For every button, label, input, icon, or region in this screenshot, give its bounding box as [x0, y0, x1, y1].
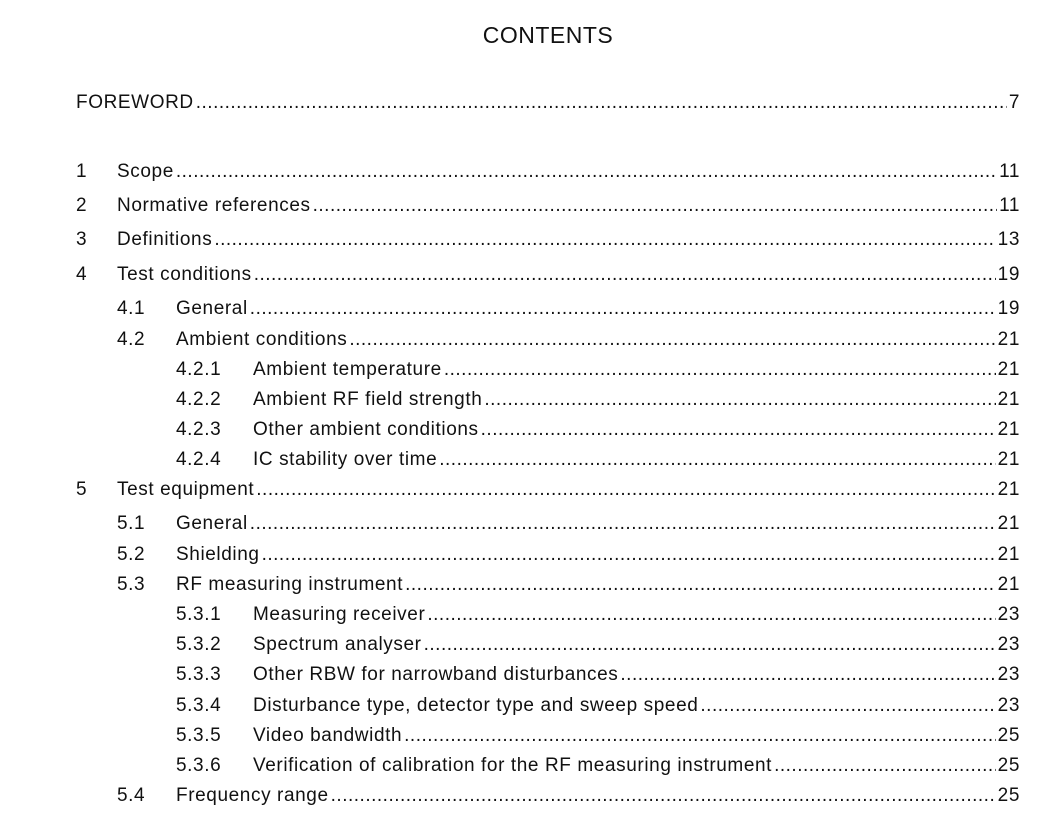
toc-entry[interactable] — [176, 358, 1020, 382]
toc-entry-page: 23 — [997, 695, 1020, 716]
dot-leader — [250, 297, 996, 321]
toc-entry[interactable] — [176, 418, 1020, 442]
toc-entry-page: 21 — [997, 479, 1020, 500]
toc-entry[interactable] — [176, 633, 1020, 657]
toc-entry-number: 5.3.2 — [176, 634, 222, 655]
toc-entry[interactable] — [117, 784, 1020, 808]
toc-entry-number: 4.2.2 — [176, 389, 222, 410]
toc-entry-page: 13 — [997, 229, 1020, 250]
toc-entry-page: 23 — [997, 664, 1020, 685]
toc-entry-number: 1 — [76, 161, 88, 182]
toc-entry-page: 23 — [997, 604, 1020, 625]
toc-entry-label: Ambient conditions — [176, 329, 348, 350]
toc-entry-page: 11 — [999, 195, 1020, 216]
dot-leader — [700, 694, 995, 718]
toc-entry-label: FOREWORD — [76, 92, 194, 113]
toc-entry[interactable] — [176, 754, 1020, 778]
toc-entry[interactable] — [176, 448, 1020, 472]
dot-leader — [427, 603, 995, 627]
dot-leader — [484, 388, 995, 412]
toc-entry-page: 21 — [997, 544, 1020, 565]
toc-entry-label: Ambient temperature — [253, 359, 442, 380]
toc-entry-number: 5.3 — [117, 574, 146, 595]
toc-entry-number: 5.3.4 — [176, 695, 222, 716]
toc-entry-number: 4.1 — [117, 298, 146, 319]
dot-leader — [196, 91, 1007, 115]
toc-entry-page: 21 — [997, 359, 1020, 380]
toc-entry-page: 11 — [999, 161, 1020, 182]
toc-entry-number: 5.3.3 — [176, 664, 222, 685]
dot-leader — [250, 512, 996, 536]
toc-entry-label: Normative references — [117, 195, 311, 216]
toc-entry-label: Measuring receiver — [253, 604, 426, 625]
toc-entry-page: 21 — [997, 574, 1020, 595]
dot-leader — [214, 228, 995, 252]
toc-entry-number: 5.2 — [117, 544, 146, 565]
toc-entry-label: Frequency range — [176, 785, 329, 806]
toc-entry-label: Video bandwidth — [253, 725, 403, 746]
toc-entry-number: 5.3.5 — [176, 725, 222, 746]
toc-entry[interactable] — [76, 160, 1020, 184]
toc-entry[interactable] — [76, 194, 1020, 218]
toc-entry-page: 21 — [997, 449, 1020, 470]
toc-entry-label: General — [176, 513, 248, 534]
toc-entry-label: RF measuring instrument — [176, 574, 404, 595]
toc-entry-number: 5.4 — [117, 785, 146, 806]
toc-entry-number: 5.3.6 — [176, 755, 222, 776]
dot-leader — [405, 573, 996, 597]
toc-entry-label: Verification of calibration for the RF measuring instrument — [253, 755, 773, 776]
toc-entry-number: 5 — [76, 479, 88, 500]
toc-entry-label: Disturbance type, detector type and sweep speed — [253, 695, 699, 716]
toc-entry[interactable] — [117, 543, 1020, 567]
toc-entry-label: Other RBW for narrowband disturbances — [253, 664, 619, 685]
toc-entry-label: Shielding — [176, 544, 260, 565]
toc-entry[interactable] — [117, 512, 1020, 536]
toc-entry-number: 4.2.3 — [176, 419, 222, 440]
dot-leader — [439, 448, 995, 472]
dot-leader — [444, 358, 996, 382]
toc-entry-number: 4.2 — [117, 329, 146, 350]
toc-entry[interactable] — [76, 478, 1020, 502]
toc-entry-page: 19 — [997, 298, 1020, 319]
toc-entry[interactable] — [76, 228, 1020, 252]
toc-entry-label: Scope — [117, 161, 174, 182]
dot-leader — [349, 328, 995, 352]
toc-entry-page: 7 — [1008, 92, 1020, 113]
toc-entry[interactable] — [76, 263, 1020, 287]
toc-entry-number: 2 — [76, 195, 88, 216]
toc-entry-page: 19 — [997, 264, 1020, 285]
toc-entry-page: 25 — [997, 785, 1020, 806]
dot-leader — [313, 194, 997, 218]
toc-entry-page: 23 — [997, 634, 1020, 655]
dot-leader — [254, 263, 996, 287]
dot-leader — [262, 543, 996, 567]
toc-entry[interactable] — [176, 388, 1020, 412]
toc-entry-page: 21 — [997, 389, 1020, 410]
toc-entry-foreword[interactable] — [76, 91, 1020, 115]
dot-leader — [424, 633, 996, 657]
toc-entry-number: 5.1 — [117, 513, 146, 534]
toc-entry-number: 5.3.1 — [176, 604, 222, 625]
toc-entry-label: Other ambient conditions — [253, 419, 479, 440]
toc-entry-number: 4.2.1 — [176, 359, 222, 380]
toc-entry[interactable] — [176, 694, 1020, 718]
toc-entry[interactable] — [117, 328, 1020, 352]
dot-leader — [256, 478, 995, 502]
dot-leader — [404, 724, 996, 748]
toc-entry-page: 21 — [997, 329, 1020, 350]
toc-entry-label: Test conditions — [117, 264, 252, 285]
toc-entry[interactable] — [176, 603, 1020, 627]
toc-entry-page: 21 — [997, 513, 1020, 534]
toc-entry-number: 4 — [76, 264, 88, 285]
toc-entry-label: IC stability over time — [253, 449, 438, 470]
dot-leader — [774, 754, 996, 778]
toc-entry-page: 25 — [997, 725, 1020, 746]
toc-entry[interactable] — [117, 573, 1020, 597]
toc-entry-label: General — [176, 298, 248, 319]
toc-entry-label: Spectrum analyser — [253, 634, 422, 655]
toc-entry-number: 4.2.4 — [176, 449, 222, 470]
toc-entry-label: Definitions — [117, 229, 213, 250]
toc-entry-number: 3 — [76, 229, 88, 250]
page-title: CONTENTS — [482, 22, 614, 48]
toc-entry[interactable] — [117, 297, 1020, 321]
dot-leader — [176, 160, 997, 184]
dot-leader — [331, 784, 996, 808]
toc-entry-label: Ambient RF field strength — [253, 389, 483, 410]
toc-entry-label: Test equipment — [117, 479, 255, 500]
toc-entry[interactable] — [176, 663, 1020, 687]
toc-entry-page: 25 — [997, 755, 1020, 776]
toc-entry[interactable] — [176, 724, 1020, 748]
toc-entry-page: 21 — [997, 419, 1020, 440]
dot-leader — [620, 663, 995, 687]
dot-leader — [481, 418, 996, 442]
